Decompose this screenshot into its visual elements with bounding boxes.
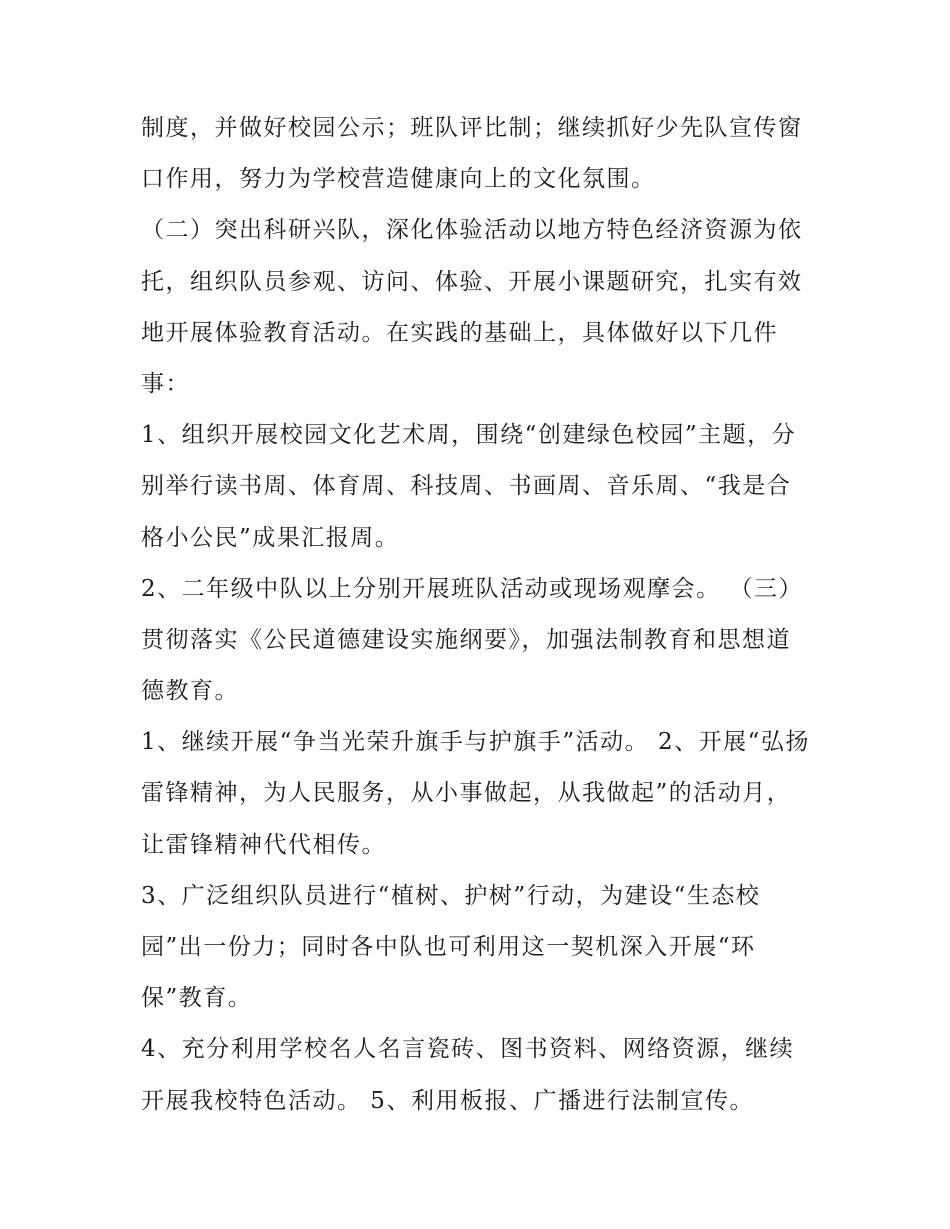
text-line: 事： <box>141 370 190 397</box>
text-line: 托，组织队员参观、访问、体验、开展小课题研究，扎实有效 <box>141 268 803 295</box>
text-line: 4、充分利用学校名人名言瓷砖、图书资料、网络资源，继续 <box>141 1036 795 1063</box>
text-line: 1、继续开展“争当光荣升旗手与护旗手”活动。 2、开展“弘扬 <box>141 729 810 756</box>
text-line: 口作用，努力为学校营造健康向上的文化氛围。 <box>141 166 656 193</box>
text-line: 保”教育。 <box>141 985 253 1012</box>
text-line: 雷锋精神，为人民服务，从小事做起，从我做起”的活动月， <box>141 780 792 807</box>
text-line: 让雷锋精神代代相传。 <box>141 831 386 858</box>
text-line: 制度，并做好校园公示；班队评比制；继续抓好少先队宣传窗 <box>141 115 803 141</box>
text-line: （二）突出科研兴队，深化体验活动以地方特色经济资源为依 <box>141 217 803 244</box>
text-line: 德教育。 <box>141 678 239 705</box>
text-line: 地开展体验教育活动。在实践的基础上，具体做好以下几件 <box>141 319 778 346</box>
text-line: 3、广泛组织队员进行“植树、护树”行动，为建设“生态校 <box>141 882 761 909</box>
text-line: 格小公民”成果汇报周。 <box>141 524 400 551</box>
document-body <box>141 103 841 1127</box>
text-line: 贯彻落实《公民道德建设实施纲要》，加强法制教育和思想道 <box>141 626 791 653</box>
text-line: 园”出一份力；同时各中队也可利用这一契机深入开展“环 <box>141 934 756 960</box>
text-line: 开展我校特色活动。 5、利用板报、广播进行法制宣传。 <box>141 1087 754 1114</box>
text-line: 2、二年级中队以上分别开展班队活动或现场观摩会。 （三） <box>141 575 803 602</box>
text-line: 1、组织开展校园文化艺术周，围绕“创建绿色校园”主题，分 <box>141 422 797 449</box>
text-line: 别举行读书周、体育周、科技周、书画周、音乐周、“我是合 <box>141 473 792 500</box>
